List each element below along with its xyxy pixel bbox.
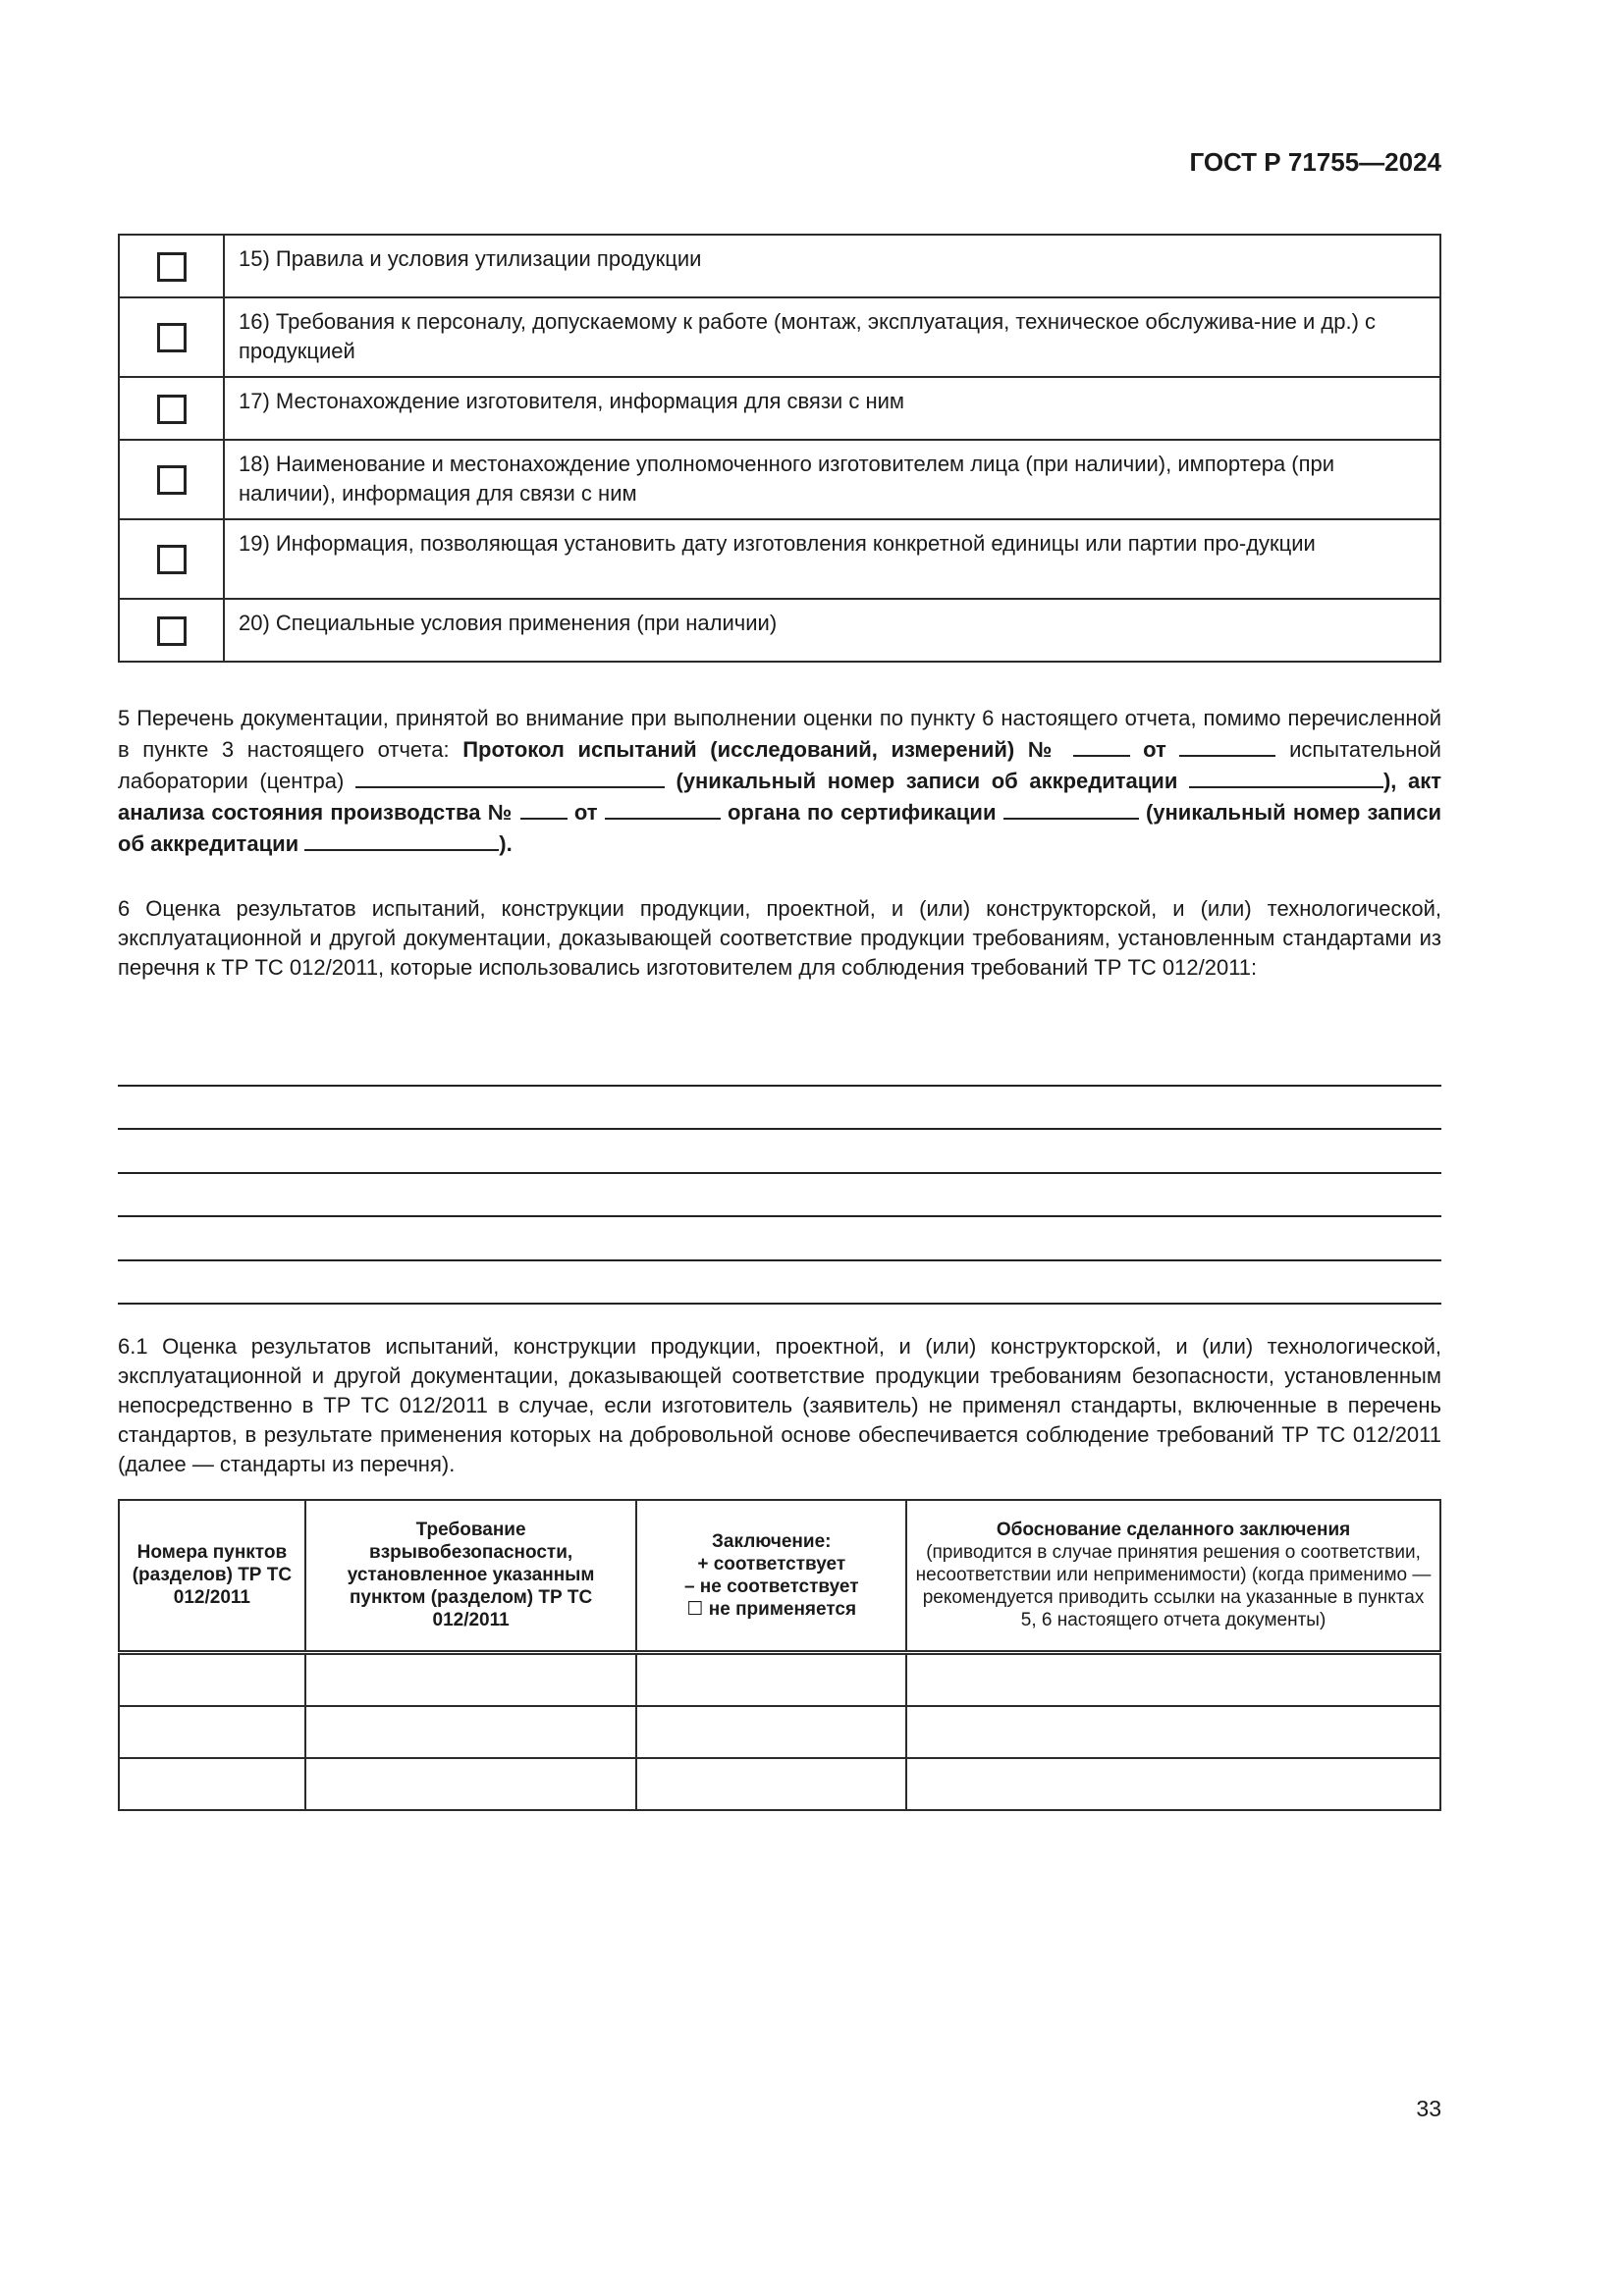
checklist-item-label: 15) Правила и условия утилизации продукции [224,235,1440,297]
checkbox[interactable] [157,252,187,282]
blank-field[interactable] [304,828,499,851]
answer-line[interactable] [118,1130,1441,1174]
evaluation-table [118,1499,1441,1811]
checklist-row [119,297,1440,377]
checklist-row [119,235,1440,297]
checklist-item-label: 19) Информация, позволяющая установить дату изготовления конкретной единицы или партии про-дукции [224,519,1440,599]
checklist-item-label: 17) Местонахождение изготовителя, информация для связи с ним [224,377,1440,440]
page-number: 33 [1416,2096,1441,2121]
checklist-row [119,599,1440,662]
checkbox[interactable] [157,323,187,352]
checkbox[interactable] [157,395,187,424]
blank-field[interactable] [1179,733,1275,757]
checklist-row [119,440,1440,519]
table-cell[interactable] [636,1706,906,1758]
checklist-item-label: 16) Требования к персоналу, допускаемому к работе (монтаж, эксплуатация, техническое обслужива-ние и др.) с продукцией [224,297,1440,377]
blank-field[interactable] [1073,733,1130,757]
checkbox[interactable] [157,465,187,495]
table-cell[interactable] [119,1758,305,1810]
checklist-row [119,519,1440,599]
column-header-clauses: Номера пунктов (разделов) ТР ТС 012/2011 [119,1500,305,1652]
table-cell[interactable] [119,1652,305,1706]
checkbox[interactable] [157,545,187,574]
table-cell[interactable] [305,1706,637,1758]
table-cell[interactable] [305,1758,637,1810]
answer-lines [118,1042,1441,1305]
table-cell[interactable] [305,1652,637,1706]
section-6-1-paragraph: 6.1 Оценка результатов испытаний, конструкции продукции, проектной, и (или) конструкторской, и (или) технологической, эксплуатационной и другой документации, доказывающей соответствие продукции требованиям безопасности, установленным непосредственно в ТР ТС 012/2011 в случае, если изготовитель (заявитель) не применял стандарты, включенные в перечень стандартов, в результате применения которых на добровольной основе обеспечивается соблюдение требований ТР ТС 012/2011 (далее — стандарты из перечня). [118,1334,1441,1476]
blank-field[interactable] [520,796,568,820]
blank-field[interactable] [1189,765,1383,788]
blank-field[interactable] [605,796,721,820]
table-row [119,1652,1440,1706]
blank-field[interactable] [355,765,665,788]
column-header-requirement: Требование взрывобезопасности, установленное указанным пунктом (разделом) ТР ТС 012/2011 [305,1500,637,1652]
section-5-paragraph: 5 Перечень документации, принятой во внимание при выполнении оценки по пункту 6 настоящего отчета, помимо перечисленной в пункте 3 настоящего отчета: Протокол испытаний (исследований, измерений) № от испытательной лаборатории (центра) (уникальный номер записи об аккредитации ), акт анализа состояния производства № от органа по сертификации (уникальный номер записи об аккредитации ). [118,706,1441,856]
answer-line[interactable] [118,1087,1441,1131]
column-header-conclusion: Заключение: + соответствует – не соответствует ☐ не применяется [636,1500,906,1652]
section-6-paragraph: 6 Оценка результатов испытаний, конструкции продукции, проектной, и (или) конструкторской, и (или) технологической, эксплуатационной и другой документации, доказывающей соответствие продукции требованиям, установленным стандартами из перечня к ТР ТС 012/2011, которые использовались изготовителем для соблюдения требований ТР ТС 012/2011: [118,896,1441,980]
table-cell[interactable] [906,1706,1440,1758]
checklist-item-label: 18) Наименование и местонахождение уполномоченного изготовителем лица (при наличии), импортера (при наличии), информация для связи с ним [224,440,1440,519]
table-header-row [119,1500,1440,1652]
table-cell[interactable] [906,1758,1440,1810]
answer-line[interactable] [118,1217,1441,1261]
table-cell[interactable] [636,1652,906,1706]
checklist-table [118,234,1441,663]
table-row [119,1706,1440,1758]
table-cell[interactable] [906,1652,1440,1706]
answer-line[interactable] [118,1042,1441,1087]
checklist-row [119,377,1440,440]
table-cell[interactable] [636,1758,906,1810]
answer-line[interactable] [118,1261,1441,1306]
table-cell[interactable] [119,1706,305,1758]
blank-field[interactable] [1003,796,1139,820]
answer-line[interactable] [118,1174,1441,1218]
table-row [119,1758,1440,1810]
column-header-justification: Обоснование сделанного заключения (приводится в случае принятия решения о соответствии, несоответствии или неприменимости) (когда применимо — рекомендуется приводить ссылки на указанные в пунктах 5, 6 настоящего отчета документы) [906,1500,1440,1652]
document-code: ГОСТ Р 71755—2024 [1189,147,1441,177]
checkbox[interactable] [157,616,187,646]
checklist-item-label: 20) Специальные условия применения (при наличии) [224,599,1440,662]
